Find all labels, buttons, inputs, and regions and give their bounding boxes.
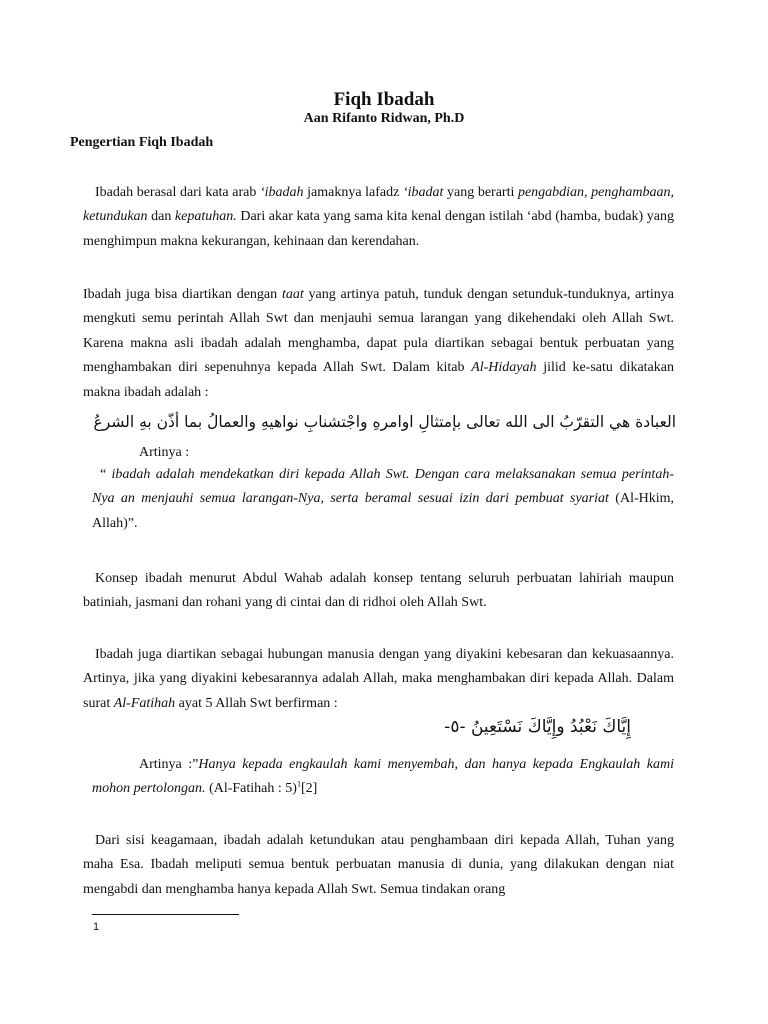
paragraph-ibadah-origin: Ibadah berasal dari kata arab ‘ibadah jamaknya lafadz ‘ibadat yang berarti pengabdian, penghambaan, ketundukan dan kepatuhan. Dari akar kata yang sama kita kenal dengan istilah ‘abd (hamba, budak) yang menghimpun makna kekurangan, kehinaan dan kerendahan. — [83, 185, 675, 249]
artinya-label: Artinya : — [139, 445, 190, 460]
footnote-separator — [92, 914, 239, 915]
document-author: Aan Rifanto Ridwan, Ph.D — [303, 111, 465, 126]
arabic-al-fatihah-verse: إِيَّاكَ نَعْبُدُ وإِيَّاكَ نَسْتَعِينُ -٥- — [444, 717, 631, 737]
document-title: Fiqh Ibadah — [333, 89, 435, 110]
paragraph-keagamaan: Dari sisi keagamaan, ibadah adalah ketundukan atau penghambaan diri kepada Allah, Tuhan yang maha Esa. Ibadah meliputi semua bentuk perbuatan manusia di dunia, yang dilakukan dengan niat mengabdi dan menghamba hanya kepada Allah Swt. Semua tindakan orang — [83, 833, 674, 897]
paragraph-abdul-wahab: Konsep ibadah menurut Abdul Wahab adalah konsep tentang seluruh perbuatan lahiriah maupun batiniah, jasmani dan rohani yang di cintai dan di ridhoi oleh Allah Swt. — [83, 571, 674, 611]
section-heading: Pengertian Fiqh Ibadah — [70, 135, 214, 150]
quote-translation-2: Artinya :”Hanya kepada engkaulah kami menyembah, dan hanya kepada Engkaulah kami mohon pertolongan. (Al-Fatihah : 5)$^1$[2] — [92, 757, 675, 797]
footnote-number: 1 — [93, 921, 100, 933]
arabic-definition-text: العبادة هي التقرّبُ الى الله تعالى بإمتثالِ اوامرهِ واجْتشنابِ نواهيهِ والعمالُ بما أذّن بهِ الشرعُ — [93, 413, 676, 431]
paragraph-ibadah-hubungan: Ibadah juga diartikan sebagai hubungan manusia dengan yang diyakini kebesaran dan kekuasaannya. Artinya, jika yang diyakini kebesarannya adalah Allah, maka menghambakan diri kepada Allah. Dalam surat Al-Fatihah ayat 5 Allah Swt berfirman : — [83, 647, 674, 711]
footnote-reference[interactable]: 1 — [296, 779, 301, 789]
quote-translation-1: “ ibadah adalah mendekatkan diri kepada Allah Swt. Dengan cara melaksanakan semua perintah-Nya an menjauhi semua larangan-Nya, serta beramal sesuai izin dari pembuat syariat (Al-Hkim, Allah)”. — [92, 467, 675, 531]
paragraph-ibadah-taat: Ibadah juga bisa diartikan dengan taat yang artinya patuh, tunduk dengan setunduk-tunduknya, artinya mengkuti semu perintah Allah Swt dan menjauhi semua larangan yang dikehendaki oleh Allah Swt. Karena makna asli ibadah adalah menghamba, dapat pula diartikan sebagai bentuk perbuatan yang menghambakan diri sepenuhnya kepada Allah Swt. Dalam kitab Al-Hidayah jilid ke-satu dikatakan makna ibadah adalah : — [83, 287, 674, 400]
